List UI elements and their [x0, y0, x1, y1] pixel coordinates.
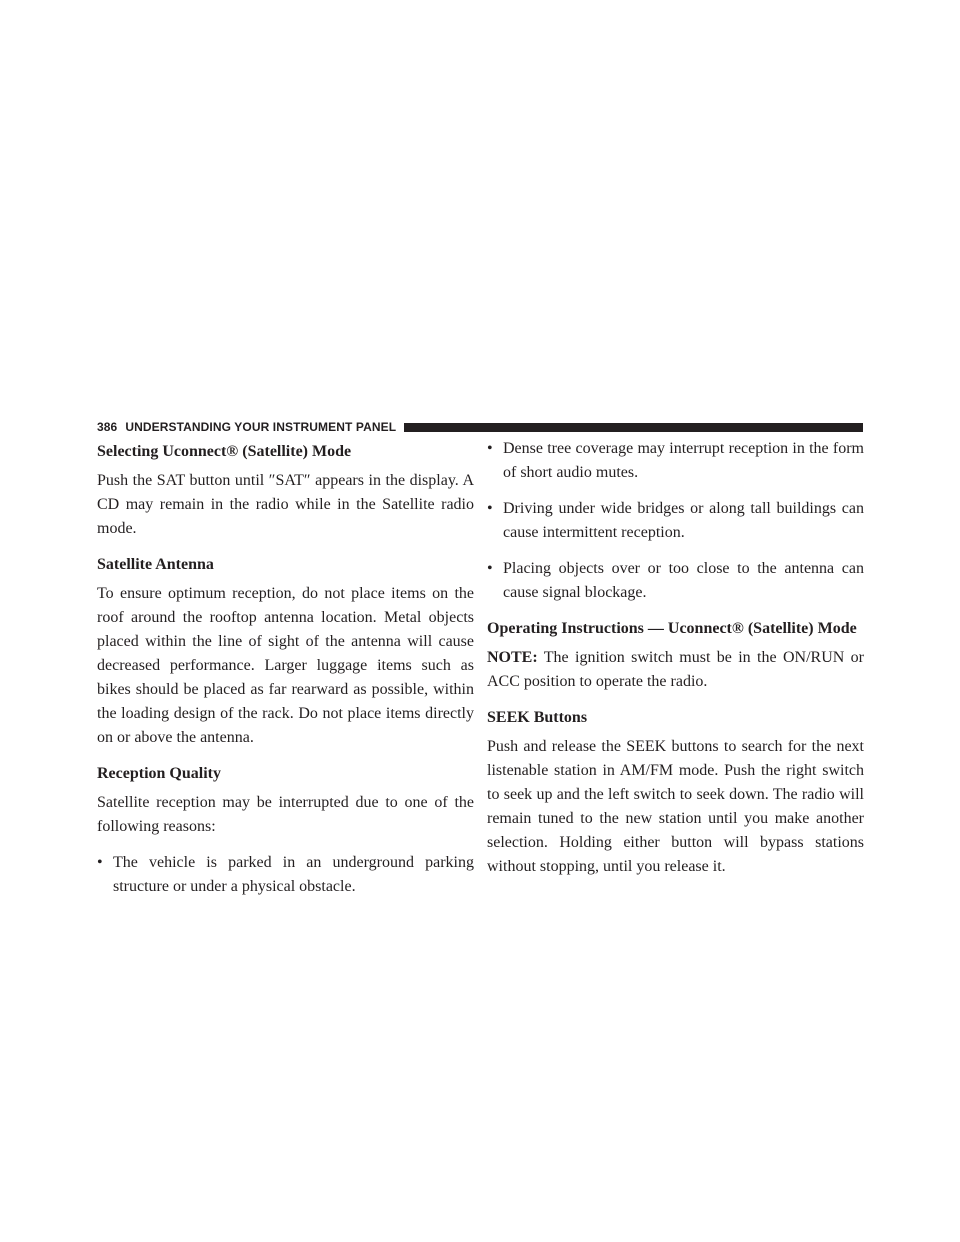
- heading-selecting-sat-mode: Selecting Uconnect® (Satellite) Mode: [97, 443, 352, 460]
- page-header: [97, 419, 863, 435]
- paragraph-seek: Push and release the SEEK buttons to search for the next listenable station in AM/FM mode. Push the right switch to seek up and the left switch to seek down. The radio will remain tuned to the new station until you make another selection. Holding either button will bypass stations without stopping, until you release it.: [487, 738, 864, 875]
- list-item: [487, 497, 864, 545]
- paragraph-reception: Satellite reception may be interrupted due to one of the following reasons:: [97, 794, 474, 835]
- bullet-icon: •: [97, 854, 103, 871]
- heading-seek-buttons: SEEK Buttons: [487, 709, 588, 726]
- header-rule: [404, 423, 863, 432]
- paragraph-antenna: To ensure optimum reception, do not place items on the roof around the rooftop antenna location. Metal objects placed within the line of sight of the antenna will cause decreased performance. Larger luggage items such as bikes should be placed as far rearward as possible, within the loading design of the rack. Do not place items directly on or above the antenna.: [97, 585, 474, 746]
- note-label: NOTE:: [487, 649, 538, 666]
- list-item: [487, 437, 864, 485]
- heading-operating-instructions: Operating Instructions — Uconnect® (Satellite) Mode: [487, 620, 857, 637]
- left-column: [97, 437, 474, 911]
- heading-reception-quality: Reception Quality: [97, 765, 221, 782]
- list-item: [97, 851, 474, 899]
- bullet-icon: •: [487, 560, 493, 577]
- note-paragraph: [487, 646, 864, 694]
- bullet-text: Driving under wide bridges or along tall buildings can cause intermittent reception.: [503, 500, 864, 541]
- bullet-text: Dense tree coverage may interrupt reception in the form of short audio mutes.: [503, 440, 864, 481]
- bullet-text: Placing objects over or too close to the antenna can cause signal blockage.: [503, 560, 864, 601]
- paragraph-sat-mode: Push the SAT button until ″SAT″ appears in the display. A CD may remain in the radio while in the Satellite radio mode.: [97, 472, 474, 537]
- heading-satellite-antenna: Satellite Antenna: [97, 556, 214, 573]
- page-number: 386: [97, 420, 118, 434]
- bullet-icon: •: [487, 440, 493, 457]
- section-title: UNDERSTANDING YOUR INSTRUMENT PANEL: [125, 420, 397, 434]
- bullet-icon: •: [487, 500, 493, 517]
- note-text: The ignition switch must be in the ON/RUN or ACC position to operate the radio.: [487, 649, 864, 690]
- bullet-text: The vehicle is parked in an underground parking structure or under a physical obstacle.: [113, 854, 474, 895]
- list-item: [487, 557, 864, 605]
- right-column: [487, 437, 864, 891]
